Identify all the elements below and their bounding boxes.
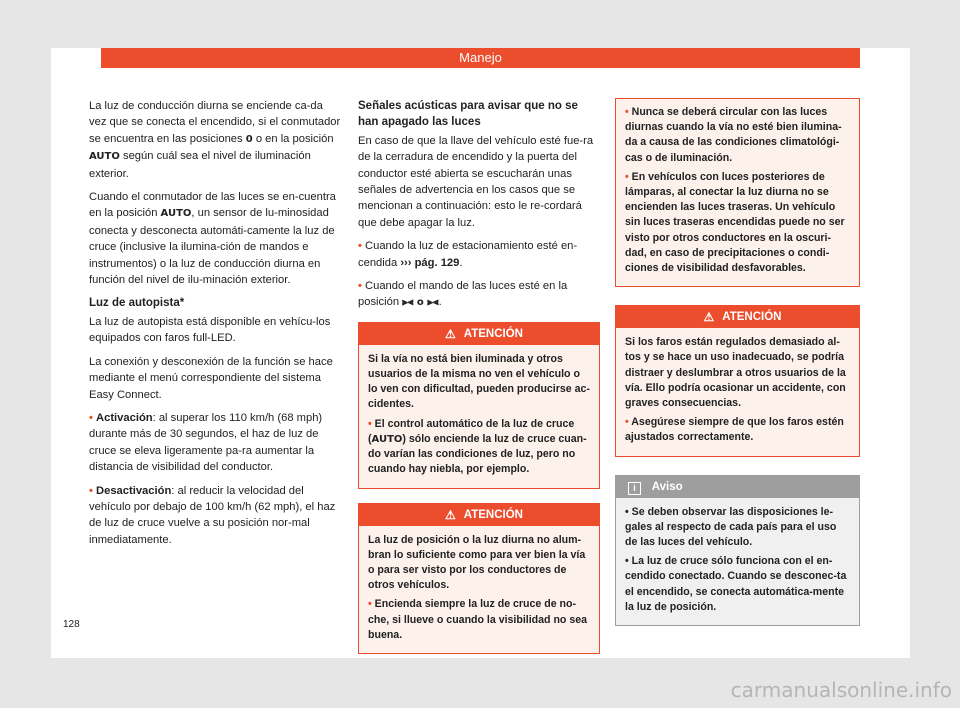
text: : al reducir la velocidad del vehículo por debajo de 100 km/h (62 mph), el haz de luz de cruce vuelve a su posición nor-mal inmediatamente. <box>89 484 336 546</box>
warning-bullet <box>368 597 590 643</box>
warning-body <box>359 345 599 488</box>
notice-body <box>616 498 859 625</box>
warning-title: ATENCIÓN <box>463 327 523 340</box>
auto-position-icon: AUTO <box>371 433 403 445</box>
warning-title: ATENCIÓN <box>463 508 523 521</box>
bullet-light-switch <box>358 278 600 312</box>
warning-bullet <box>625 415 850 445</box>
column-right <box>615 98 860 626</box>
warning-header <box>359 504 599 526</box>
column-left <box>89 98 342 555</box>
text: En vehículos con luces posteriores de lámparas, al conectar la luz diurna no se encienden las luces traseras. Un vehículo sin luces traseras encendidas puede no ser visto por otros conductores en la oscuri-dad, en caso de precipitaciones o condi-ciones de visibilidad desfavorables. <box>625 170 845 275</box>
paragraph-auto-sensor <box>89 189 342 288</box>
text: Se deben observar las disposiciones le-gales al respecto de cada país para el uso de las luces del vehículo. <box>625 505 837 549</box>
text: El control automático de la luz de cruce ( <box>368 417 575 445</box>
bullet-label: Activación <box>96 411 153 424</box>
text: Asegúrese siempre de que los faros estén ajustados correctamente. <box>625 416 844 444</box>
warning-title: ATENCIÓN <box>722 311 782 324</box>
bullet-icon: • <box>368 417 372 430</box>
column-middle <box>358 98 600 668</box>
warning-triangle-icon: ⚠ <box>445 507 456 522</box>
text: . <box>438 296 442 309</box>
bullet-icon: • <box>358 240 362 253</box>
text: : al superar los 110 km/h (68 mph) durante más de 30 segundos, el haz de luz de cruce se eleva ligeramente pa-ra aumentar la distancia de visibilidad del conductor. <box>89 411 323 474</box>
warning-triangle-icon: ⚠ <box>703 310 715 325</box>
bullet-icon: • <box>358 280 362 293</box>
bullet-label: Desactivación <box>96 484 172 497</box>
watermark: carmanualsonline.info <box>730 678 952 702</box>
section-header: Manejo <box>101 48 860 68</box>
notice-title: Aviso <box>651 480 683 493</box>
bullet-icon: • <box>625 106 629 118</box>
auto-position-icon: AUTO <box>89 151 120 163</box>
parking-light-icon: ⫸⫷ o ⫸⫷ <box>402 297 439 309</box>
info-icon: i <box>628 482 641 495</box>
warning-bullet <box>625 105 850 166</box>
notice-bullet <box>625 505 850 551</box>
text: Cuando el conmutador de las luces se en-cuentra en la posición <box>89 191 336 220</box>
auto-position-icon: AUTO <box>160 208 192 220</box>
notice-bullet <box>625 554 850 615</box>
page-reference-link[interactable]: ››› pág. 129 <box>400 256 460 269</box>
warning-body <box>616 328 859 455</box>
warning-text: Si la vía no está bien iluminada y otros usuarios de la misma no ven el vehículo o lo ven con dificultad, pueden producirse ac-cidentes. <box>368 352 590 411</box>
warning-box-position-light <box>358 503 600 654</box>
warning-bullet <box>368 417 590 478</box>
bullet-icon: • <box>89 411 93 424</box>
text: Cuando la luz de estacionamiento esté en-cendida <box>358 240 578 269</box>
paragraph-acoustic: En caso de que la llave del vehículo esté fue-ra de la cerradura de encendido y la puerta del conductor esté abierta se escucharán unas señales de advertencia en los casos que se mencionan a continuación: esto le re-cordará que debe apagar la luz. <box>358 134 594 229</box>
text: o en la posición <box>255 132 334 145</box>
notice-header <box>616 476 859 498</box>
text: Encienda siempre la luz de cruce de no-che, si llueve o cuando la visibilidad no sea buena. <box>368 598 588 641</box>
text: La luz de cruce sólo funciona con el en-cendido conectado. Cuando se desconec-ta el encendido, se conecta automática-mente la luz de posición. <box>625 555 847 613</box>
bullet-icon: • <box>368 598 372 611</box>
warning-triangle-icon: ⚠ <box>445 326 456 341</box>
warning-bullet <box>625 170 850 276</box>
text: según cuál sea el nivel de iluminación exterior. <box>89 150 311 180</box>
text: , un sensor de lu-minosidad conecta y desconecta automáti-camente la luz de cruce (inclusive la ilumina-ción de mandos e instrumentos) o la luz de conducción diurna en función del nivel de ilu-minación exterior. <box>89 207 335 287</box>
paragraph-daytime-lights <box>89 98 342 182</box>
manual-page <box>51 48 910 658</box>
text: Nunca se deberá circular con las luces diurnas cuando la vía no esté bien ilumina-da a causa de las condiciones climatológi-cas o de iluminación. <box>625 106 842 164</box>
warning-header <box>616 306 859 328</box>
text: La luz de conducción diurna se enciende ca-da vez que se conecta el encendido, si el conmutador se encuentra en las posiciones <box>89 100 341 145</box>
bullet-icon: • <box>625 416 629 429</box>
bullet-icon: • <box>625 505 629 518</box>
bullet-icon: • <box>89 484 93 497</box>
warning-header <box>359 323 599 345</box>
warning-box-visibility <box>358 322 600 489</box>
switch-position-0-icon: 0 <box>245 133 253 145</box>
bullet-icon: • <box>625 555 629 568</box>
warning-body <box>359 526 599 653</box>
text: . <box>459 256 463 269</box>
bullet-activation <box>89 410 342 476</box>
warning-text: La luz de posición o la luz diurna no alum-bran lo suficiente como para ver bien la vía o para ser visto por los conductores de otros vehículos. <box>368 533 586 592</box>
heading-acoustic-signals: Señales acústicas para avisar que no se han apagado las luces <box>358 100 578 129</box>
heading-highway-light: Luz de autopista* <box>89 297 185 310</box>
notice-box <box>615 475 860 626</box>
bullet-icon: • <box>625 170 629 183</box>
bullet-parking-light <box>358 238 600 271</box>
text: ) sólo enciende la luz de cruce cuan-do varían las condiciones de luz, pero no cuando hay niebla, por ejemplo. <box>368 432 587 476</box>
bullet-deactivation <box>89 483 342 549</box>
page-number: 128 <box>63 619 80 630</box>
paragraph-highway-led: La luz de autopista está disponible en vehícu-los equipados con faros full-LED. <box>89 315 331 345</box>
paragraph-easy-connect: La conexión y desconexión de la función se hace mediante el menú correspondiente del sistema Easy Connect. <box>89 355 333 401</box>
warning-box-headlight-adjust <box>615 305 860 456</box>
text: Cuando el mando de las luces esté en la posición <box>358 280 568 309</box>
warning-body <box>616 99 859 286</box>
warning-text: Si los faros están regulados demasiado al-tos y se hace un uso inadecuado, se podría distraer y deslumbrar a otros usuarios de la vía. Ello podría ocasionar un accidente, con graves consecuencias. <box>625 336 846 410</box>
warning-box-continued <box>615 98 860 287</box>
